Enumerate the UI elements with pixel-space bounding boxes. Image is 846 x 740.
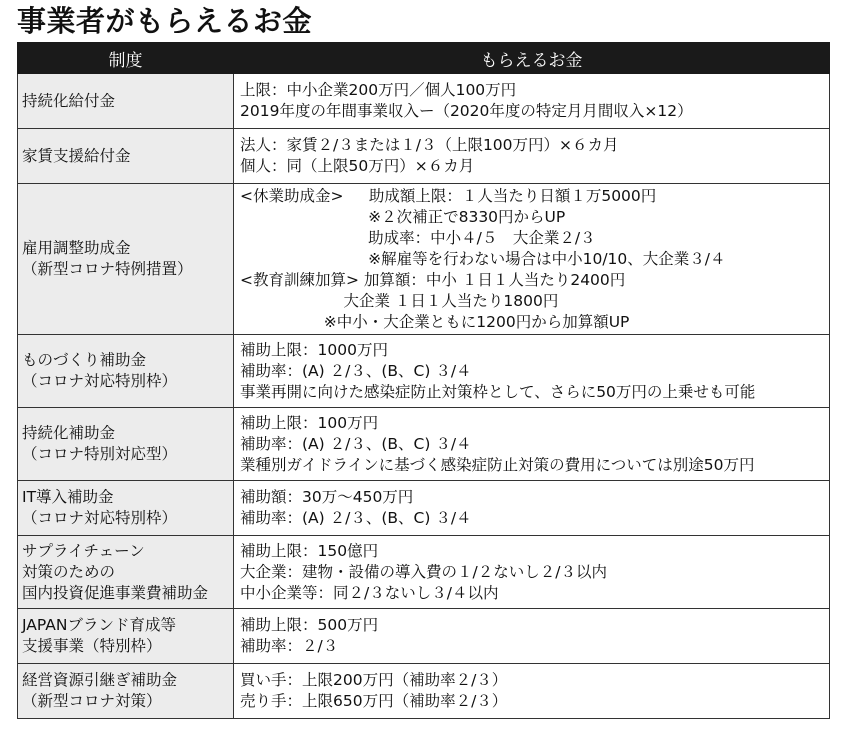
row-name: 家賃支援給付金 — [18, 129, 234, 184]
table-row — [18, 74, 830, 129]
row-detail: 法人：家賃２/３または１/３（上限100万円）×６カ月 個人：同（上限50万円）×６カ月 — [234, 129, 830, 184]
table-row — [18, 609, 830, 664]
row-detail: 補助額：30万～450万円 補助率：(A) ２/３、(B、C) ３/４ — [234, 481, 830, 536]
table-row — [18, 664, 830, 719]
row-name: サプライチェーン 対策のための 国内投資促進事業費補助金 — [18, 536, 234, 609]
row-detail: 上限：中小企業200万円／個人100万円 2019年度の年間事業収入ー（2020年度の特定月月間収入×12） — [234, 74, 830, 129]
row-name: IT導入補助金 （コロナ対応特別枠） — [18, 481, 234, 536]
table-row — [18, 536, 830, 609]
row-detail: 買い手：上限200万円（補助率２/３） 売り手：上限650万円（補助率２/３） — [234, 664, 830, 719]
row-name: 雇用調整助成金 （新型コロナ特例措置） — [18, 184, 234, 335]
table-row — [18, 481, 830, 536]
row-name: 持続化給付金 — [18, 74, 234, 129]
row-name: ものづくり補助金 （コロナ対応特別枠） — [18, 335, 234, 408]
table-row — [18, 408, 830, 481]
row-detail: 補助上限：500万円 補助率：２/３ — [234, 609, 830, 664]
row-detail: 補助上限：100万円 補助率：(A) ２/３、(B、C) ３/４ 業種別ガイドラインに基づく感染症防止対策の費用については別途50万円 — [234, 408, 830, 481]
subsidy-table — [17, 42, 830, 719]
row-detail: 補助上限：150億円 大企業：建物・設備の導入費の１/２ないし２/３以内 中小企業等：同２/３ないし３/４以内 — [234, 536, 830, 609]
row-name: JAPANブランド育成等 支援事業（特別枠） — [18, 609, 234, 664]
row-name: 持続化補助金 （コロナ特別対応型） — [18, 408, 234, 481]
row-name: 経営資源引継ぎ補助金 （新型コロナ対策） — [18, 664, 234, 719]
table-header-row — [18, 43, 830, 74]
row-detail: 補助上限：1000万円 補助率：(A) ２/３、(B、C) ３/４ 事業再開に向けた感染症防止対策枠として、さらに50万円の上乗せも可能 — [234, 335, 830, 408]
table-row — [18, 129, 830, 184]
page-title: 事業者がもらえるお金 — [17, 4, 313, 38]
row-detail: <休業助成金> 助成額上限：１人当たり日額１万5000円 ※２次補正で8330円からUP 助成率：中小４/５ 大企業２/３ ※解雇等を行わない場合は中小10/10、大企業３/４ <教育訓練加算> 加算額：中小 １日１人当たり2400円 大企業 １日１人当たり1800円 ※中小・大企業ともに1200円から加算額UP — [234, 184, 830, 335]
table-row — [18, 184, 830, 335]
header-system: 制度 — [18, 43, 234, 74]
header-amount: もらえるお金 — [234, 43, 830, 74]
table-row — [18, 335, 830, 408]
